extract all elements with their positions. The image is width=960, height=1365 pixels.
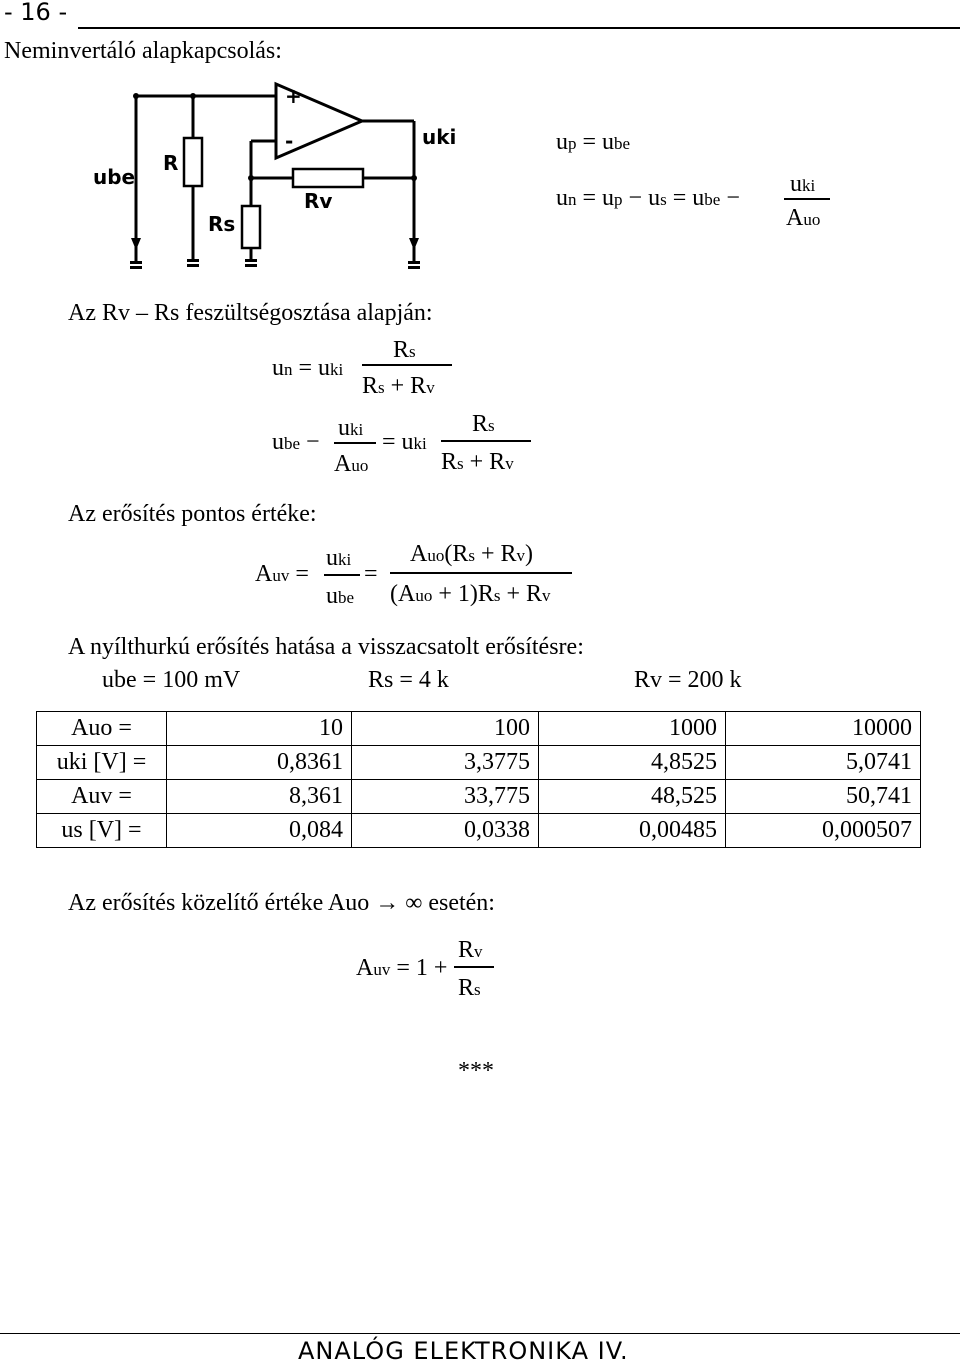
gain-intro: Az erősítés pontos értéke: bbox=[68, 501, 317, 527]
table-row bbox=[37, 712, 921, 746]
eq1-num: Rs bbox=[393, 337, 416, 363]
eq3-frac-num: uki bbox=[326, 545, 352, 571]
eq1-bar bbox=[362, 364, 452, 366]
un-fraction-bar bbox=[784, 198, 830, 200]
table-cell: us [V] = bbox=[37, 814, 167, 848]
rs-label: Rs bbox=[208, 212, 236, 236]
feedback-intro: A nyílthurkú erősítés hatása a visszacsatolt erősítésre: bbox=[68, 634, 584, 660]
footer-title: ANALÓG ELEKTRONIKA IV. bbox=[298, 1337, 629, 1365]
table-cell: 0,000507 bbox=[726, 814, 921, 848]
approx-bar bbox=[454, 966, 494, 968]
param-rv: Rv = 200 k bbox=[634, 667, 742, 693]
section-title: Neminvertáló alapkapcsolás: bbox=[4, 38, 282, 64]
minus-label: - bbox=[285, 129, 294, 153]
eq2-frac-den: Auo bbox=[334, 451, 369, 477]
eq2-den: Rs + Rv bbox=[441, 449, 514, 475]
table-cell: Auv = bbox=[37, 780, 167, 814]
eq2-lhs: ube − bbox=[272, 429, 320, 455]
table-cell: 0,00485 bbox=[539, 814, 726, 848]
r-label: R bbox=[163, 151, 179, 175]
table-cell: 0,8361 bbox=[167, 746, 352, 780]
table-cell: Auo = bbox=[37, 712, 167, 746]
eq2-frac-bar bbox=[334, 442, 376, 444]
table-cell: 50,741 bbox=[726, 780, 921, 814]
values-table bbox=[36, 711, 921, 848]
eq3-frac-bar bbox=[324, 574, 360, 576]
approx-den: Rs bbox=[458, 975, 481, 1001]
eq3-lhs: Auv = bbox=[255, 561, 309, 587]
eq3-den: (Auo + 1)Rs + Rv bbox=[390, 581, 551, 607]
eq3-eq2: = bbox=[364, 561, 378, 587]
circuit-diagram bbox=[88, 66, 463, 284]
table-row bbox=[37, 746, 921, 780]
eq2-mid: = uki bbox=[382, 429, 427, 455]
table-row bbox=[37, 814, 921, 848]
table-cell: 8,361 bbox=[167, 780, 352, 814]
footer-rule bbox=[0, 1333, 960, 1334]
table-cell: uki [V] = bbox=[37, 746, 167, 780]
equation-un: un = up − us = ube − bbox=[556, 185, 740, 211]
plus-label: + bbox=[285, 84, 302, 108]
param-rs: Rs = 4 k bbox=[368, 667, 449, 693]
eq1-lhs: un = uki bbox=[272, 355, 344, 381]
eq3-bar bbox=[390, 572, 572, 574]
divider-intro: Az Rv – Rs feszültségosztása alapján: bbox=[68, 300, 433, 326]
eq2-num: Rs bbox=[472, 411, 495, 437]
table-cell: 5,0741 bbox=[726, 746, 921, 780]
table-cell: 33,775 bbox=[352, 780, 539, 814]
table-cell: 0,0338 bbox=[352, 814, 539, 848]
param-ube: ube = 100 mV bbox=[102, 667, 241, 693]
eq2-bar bbox=[441, 440, 531, 442]
eq3-frac-den: ube bbox=[326, 583, 355, 609]
table-cell: 100 bbox=[352, 712, 539, 746]
rv-label: Rv bbox=[304, 189, 333, 213]
un-fraction-den: Auo bbox=[786, 205, 821, 231]
approx-lhs: Auv = 1 + bbox=[356, 955, 448, 981]
end-mark: *** bbox=[458, 1058, 494, 1084]
infinity-icon: ∞ bbox=[405, 890, 423, 916]
table-cell: 4,8525 bbox=[539, 746, 726, 780]
approx-num: Rv bbox=[458, 937, 483, 963]
arrow-icon: → bbox=[375, 890, 400, 916]
ube-label: ube bbox=[93, 165, 136, 189]
table-cell: 0,084 bbox=[167, 814, 352, 848]
equation-up: up = ube bbox=[556, 129, 631, 155]
table-cell: 48,525 bbox=[539, 780, 726, 814]
header-rule bbox=[78, 27, 960, 29]
approx-intro: Az erősítés közelítő értéke Auo → ∞ esetén: bbox=[68, 890, 495, 916]
eq1-den: Rs + Rv bbox=[362, 373, 435, 399]
table-cell: 3,3775 bbox=[352, 746, 539, 780]
table-row bbox=[37, 780, 921, 814]
eq3-num: Auo(Rs + Rv) bbox=[410, 541, 534, 567]
un-fraction-num: uki bbox=[790, 171, 816, 197]
table-cell: 1000 bbox=[539, 712, 726, 746]
table-cell: 10 bbox=[167, 712, 352, 746]
page-number: - 16 - bbox=[4, 0, 68, 26]
eq2-frac-num: uki bbox=[338, 415, 364, 441]
table-cell: 10000 bbox=[726, 712, 921, 746]
uki-label: uki bbox=[422, 125, 457, 149]
